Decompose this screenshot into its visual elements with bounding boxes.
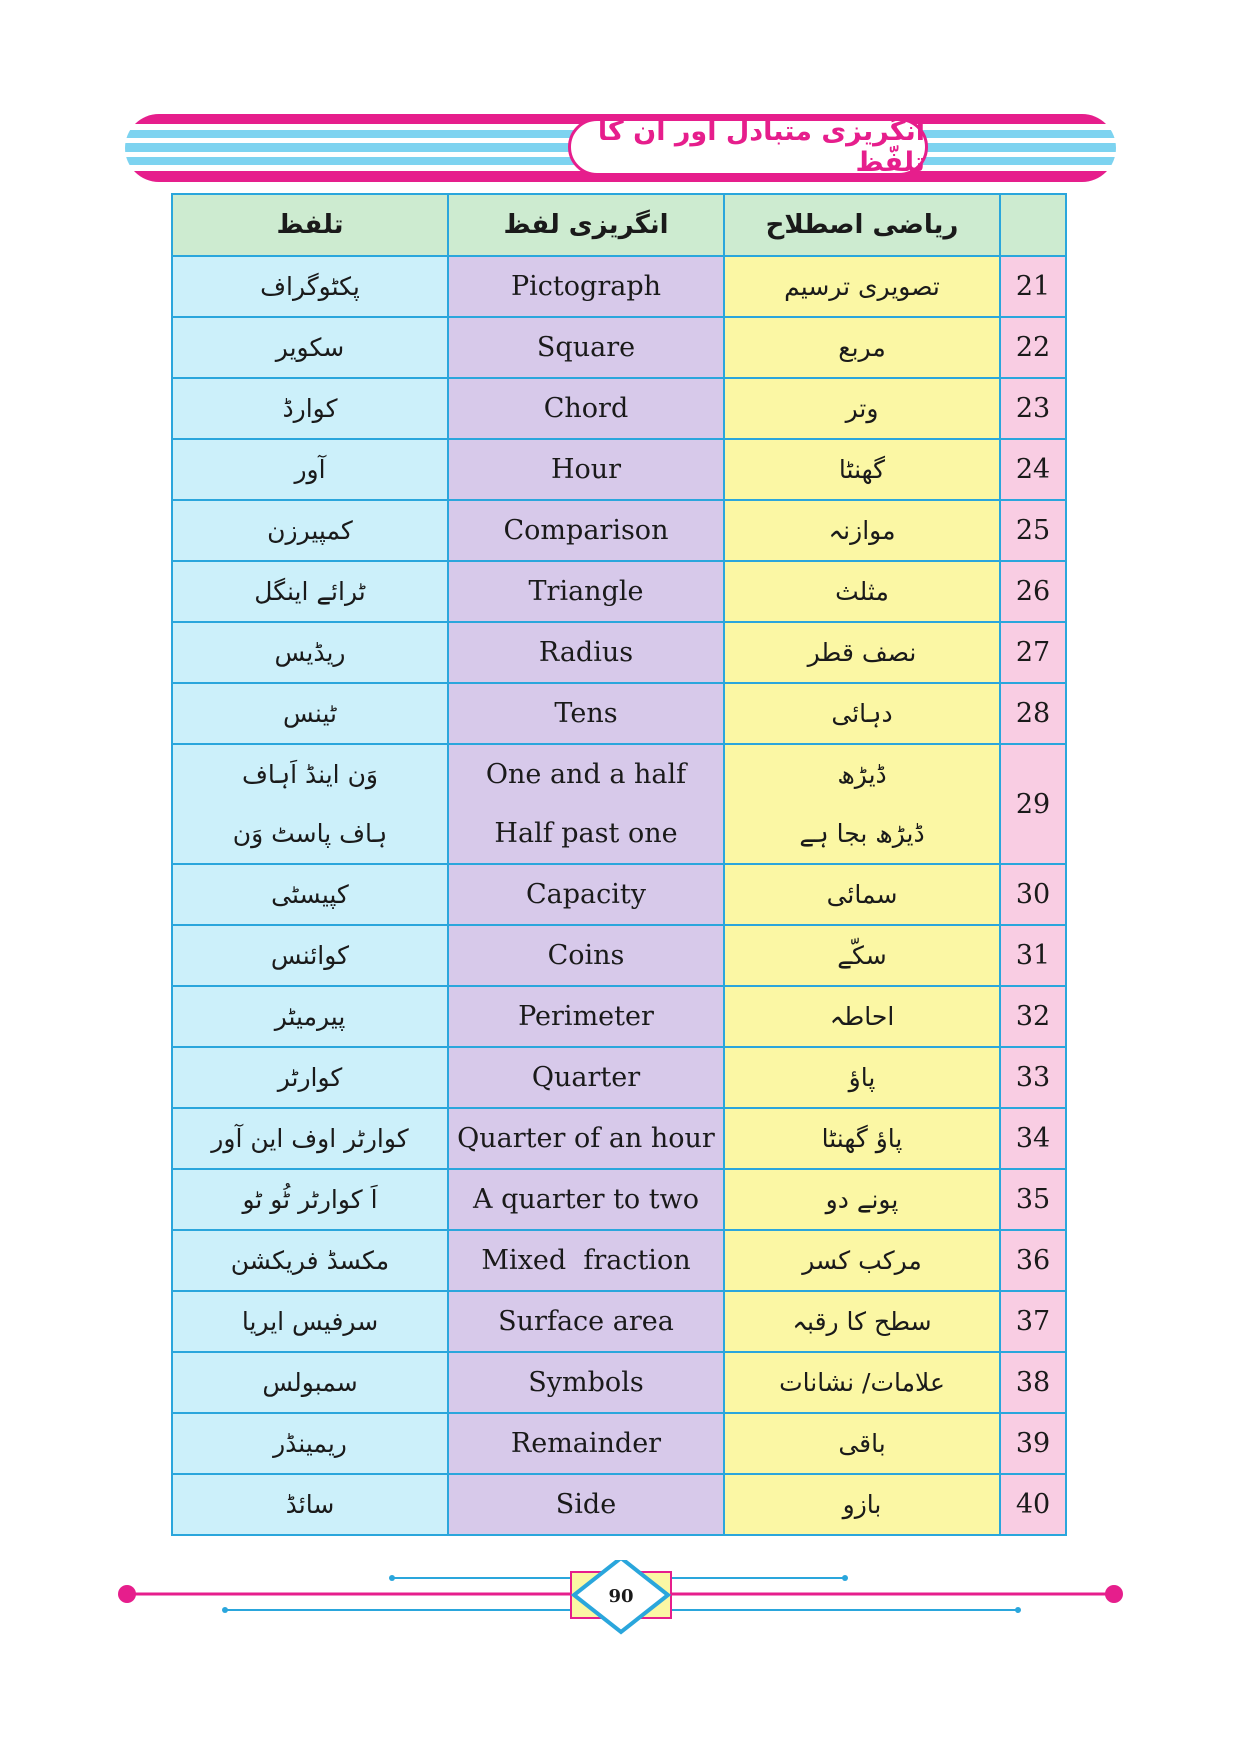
table-row bbox=[172, 1413, 1066, 1474]
vocabulary-table bbox=[171, 193, 1067, 1536]
table-row bbox=[172, 925, 1066, 986]
term-cell bbox=[724, 744, 1000, 864]
english-line: One and a half bbox=[485, 759, 687, 790]
number-text: 29 bbox=[1015, 788, 1051, 820]
pronunciation-cell: پیرمیٹر bbox=[172, 986, 448, 1047]
term-cell: باقی bbox=[724, 1413, 1000, 1474]
term-cell: مرکب کسر bbox=[724, 1230, 1000, 1291]
title-pill bbox=[568, 118, 928, 176]
number-cell: 40 bbox=[1000, 1474, 1066, 1535]
english-cell: Tens bbox=[448, 683, 724, 744]
pronunciation-cell: سمبولس bbox=[172, 1352, 448, 1413]
english-cell: Symbols bbox=[448, 1352, 724, 1413]
number-cell: 26 bbox=[1000, 561, 1066, 622]
english-cell: Comparison bbox=[448, 500, 724, 561]
table-row bbox=[172, 1047, 1066, 1108]
number-cell: 33 bbox=[1000, 1047, 1066, 1108]
term-cell: بازو bbox=[724, 1474, 1000, 1535]
number-cell: 30 bbox=[1000, 864, 1066, 925]
table-row bbox=[172, 1169, 1066, 1230]
table-row bbox=[172, 1230, 1066, 1291]
footer-upper-right-dot bbox=[842, 1575, 848, 1581]
table-row bbox=[172, 256, 1066, 317]
term-cell: نصف قطر bbox=[724, 622, 1000, 683]
pronunciation-cell: سکویر bbox=[172, 317, 448, 378]
term-cell: سطح کا رقبہ bbox=[724, 1291, 1000, 1352]
english-cell: Quarter of an hour bbox=[448, 1108, 724, 1169]
pronunciation-cell: ٹینس bbox=[172, 683, 448, 744]
english-line: Half past one bbox=[494, 818, 678, 849]
term-cell: پاؤ bbox=[724, 1047, 1000, 1108]
number-cell bbox=[1000, 744, 1066, 864]
page-number: 90 bbox=[608, 1586, 634, 1607]
table-row bbox=[172, 986, 1066, 1047]
footer-left-dot bbox=[118, 1585, 136, 1603]
number-cell: 22 bbox=[1000, 317, 1066, 378]
term-cell: مثلث bbox=[724, 561, 1000, 622]
number-cell: 37 bbox=[1000, 1291, 1066, 1352]
footer-ornament bbox=[0, 1560, 1241, 1640]
number-cell: 38 bbox=[1000, 1352, 1066, 1413]
english-cell: Radius bbox=[448, 622, 724, 683]
number-cell: 39 bbox=[1000, 1413, 1066, 1474]
pronunciation-cell: کوارٹر bbox=[172, 1047, 448, 1108]
footer-right-dot bbox=[1105, 1585, 1123, 1603]
english-cell: Remainder bbox=[448, 1413, 724, 1474]
english-cell: Triangle bbox=[448, 561, 724, 622]
english-cell: Coins bbox=[448, 925, 724, 986]
header-english: انگریزی لفظ bbox=[448, 194, 724, 256]
english-cell: Surface area bbox=[448, 1291, 724, 1352]
table-row bbox=[172, 439, 1066, 500]
pronunciation-cell: ریڈیس bbox=[172, 622, 448, 683]
pronunciation-cell: ٹرائے اینگل bbox=[172, 561, 448, 622]
number-cell: 24 bbox=[1000, 439, 1066, 500]
title-banner bbox=[125, 114, 1116, 182]
english-cell: Perimeter bbox=[448, 986, 724, 1047]
pronunciation-cell bbox=[172, 744, 448, 864]
number-cell: 31 bbox=[1000, 925, 1066, 986]
term-cell: گھنٹا bbox=[724, 439, 1000, 500]
term-cell: موازنہ bbox=[724, 500, 1000, 561]
number-cell: 21 bbox=[1000, 256, 1066, 317]
table-row bbox=[172, 864, 1066, 925]
pronunciation-cell: سائڈ bbox=[172, 1474, 448, 1535]
english-cell: Side bbox=[448, 1474, 724, 1535]
term-cell: علامات/ نشانات bbox=[724, 1352, 1000, 1413]
number-cell: 36 bbox=[1000, 1230, 1066, 1291]
pronunciation-cell: مکسڈ فریکشن bbox=[172, 1230, 448, 1291]
number-cell: 27 bbox=[1000, 622, 1066, 683]
pronunciation-cell: کوائنس bbox=[172, 925, 448, 986]
table-row bbox=[172, 561, 1066, 622]
english-cell: Pictograph bbox=[448, 256, 724, 317]
number-cell: 23 bbox=[1000, 378, 1066, 439]
header-term: ریاضی اصطلاح bbox=[724, 194, 1000, 256]
term-cell: سمائی bbox=[724, 864, 1000, 925]
pronunciation-cell: کمپیرزن bbox=[172, 500, 448, 561]
term-line: ڈیڑھ bbox=[837, 760, 887, 789]
table-header-row bbox=[172, 194, 1066, 256]
pronunciation-line: ہاف پاسٹ وَن bbox=[232, 819, 388, 848]
number-cell: 34 bbox=[1000, 1108, 1066, 1169]
table-row bbox=[172, 500, 1066, 561]
term-cell: تصویری ترسیم bbox=[724, 256, 1000, 317]
table-row bbox=[172, 1352, 1066, 1413]
pronunciation-cell: سرفیس ایریا bbox=[172, 1291, 448, 1352]
english-cell: Quarter bbox=[448, 1047, 724, 1108]
english-cell: Square bbox=[448, 317, 724, 378]
table-row-double bbox=[172, 744, 1066, 864]
number-cell: 35 bbox=[1000, 1169, 1066, 1230]
term-line: ڈیڑھ بجا ہے bbox=[799, 819, 925, 848]
pronunciation-cell: پکٹوگراف bbox=[172, 256, 448, 317]
english-cell bbox=[448, 744, 724, 864]
pronunciation-cell: کپیسٹی bbox=[172, 864, 448, 925]
footer-lower-right-dot bbox=[1015, 1607, 1021, 1613]
term-cell: پونے دو bbox=[724, 1169, 1000, 1230]
table-row bbox=[172, 683, 1066, 744]
footer-upper-left-dot bbox=[389, 1575, 395, 1581]
pronunciation-cell: آور bbox=[172, 439, 448, 500]
term-cell: سکّے bbox=[724, 925, 1000, 986]
english-cell: Mixed fraction bbox=[448, 1230, 724, 1291]
table-row bbox=[172, 1474, 1066, 1535]
table-row bbox=[172, 1291, 1066, 1352]
english-cell: A quarter to two bbox=[448, 1169, 724, 1230]
table-row bbox=[172, 317, 1066, 378]
pronunciation-cell: ریمینڈر bbox=[172, 1413, 448, 1474]
header-pronunciation: تلفظ bbox=[172, 194, 448, 256]
table-row bbox=[172, 622, 1066, 683]
table-row bbox=[172, 378, 1066, 439]
term-cell: وتر bbox=[724, 378, 1000, 439]
pronunciation-cell: اَ کوارٹر ٹُو ٹو bbox=[172, 1169, 448, 1230]
term-cell: دہائی bbox=[724, 683, 1000, 744]
header-number bbox=[1000, 194, 1066, 256]
term-cell: پاؤ گھنٹا bbox=[724, 1108, 1000, 1169]
pronunciation-cell: کوارڈ bbox=[172, 378, 448, 439]
number-cell: 28 bbox=[1000, 683, 1066, 744]
term-cell: مربع bbox=[724, 317, 1000, 378]
english-cell: Chord bbox=[448, 378, 724, 439]
footer-lower-left-dot bbox=[222, 1607, 228, 1613]
pronunciation-line: وَن اینڈ اَہاف bbox=[241, 760, 379, 789]
term-cell: احاطہ bbox=[724, 986, 1000, 1047]
table-row bbox=[172, 1108, 1066, 1169]
page-title: انگریزی متبادل اور اُن کا تلفّظ bbox=[597, 116, 925, 178]
pronunciation-cell: کوارٹر اوف این آور bbox=[172, 1108, 448, 1169]
english-cell: Capacity bbox=[448, 864, 724, 925]
number-cell: 32 bbox=[1000, 986, 1066, 1047]
english-cell: Hour bbox=[448, 439, 724, 500]
number-cell: 25 bbox=[1000, 500, 1066, 561]
